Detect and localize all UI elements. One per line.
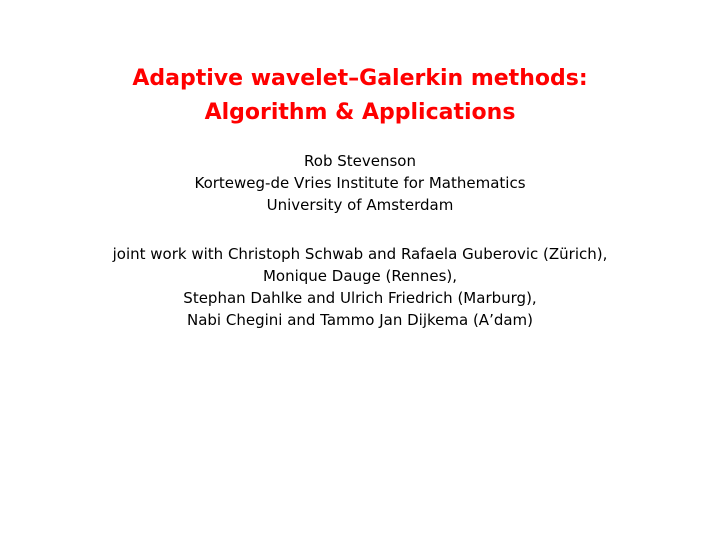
collaborator-line: Stephan Dahlke and Ulrich Friedrich (Marburg),: [183, 289, 537, 307]
slide-title: [0, 62, 720, 130]
title-line-2: Algorithm & Applications: [204, 100, 516, 125]
title-line-1: Adaptive wavelet–Galerkin methods:: [132, 66, 588, 91]
collaborator-line: Nabi Chegini and Tammo Jan Dijkema (A’dam): [186, 311, 534, 329]
author-institute: Korteweg-de Vries Institute for Mathematics: [194, 174, 526, 192]
author-university: University of Amsterdam: [266, 196, 454, 214]
collaborator-line: joint work with Christoph Schwab and Rafaela Guberovic (Zürich),: [112, 245, 608, 263]
author-info: [0, 150, 720, 216]
author-name: Rob Stevenson: [304, 152, 416, 170]
collaborators: [0, 243, 720, 331]
collaborator-line: Monique Dauge (Rennes),: [262, 267, 458, 285]
